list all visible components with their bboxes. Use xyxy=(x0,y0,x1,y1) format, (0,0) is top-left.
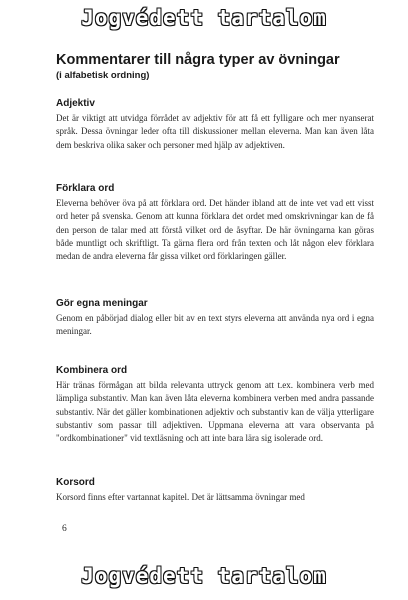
section-forklara-ord xyxy=(56,183,374,263)
section-text: Eleverna behöver öva på att förklara ord. Det händer ibland att de inte vet vad ett visst ord heter på svenska. Genom att kunna förklara det ordet med omskrivningar kan de få den person de talar med att förstå vilket ord de åsyftar. De här övningarna kan göras både muntligt och skriftligt. Ta gärna flera ord från texten och låt någon elev förklara medan de andra eleverna får gissa vilket ord förklaringen gäller. xyxy=(56,198,374,262)
document-page xyxy=(56,52,374,502)
page-number: 6 xyxy=(62,524,67,534)
page-title: Kommentarer till några typer av övningar xyxy=(56,52,340,68)
section-korsord xyxy=(56,477,374,504)
section-heading: Förklara ord xyxy=(56,183,115,194)
watermark-top: Jogvédett tartalom xyxy=(81,6,327,30)
section-text: Här tränas förmågan att bilda relevanta uttryck genom att t.ex. kombinera verb med lämpliga substantiv. Man kan även låta eleverna kombinera verben med andra passande substantiv. När det gäller kombinationen adjektiv och substantiv kan de välja ytterligare substantiv som passar till adjektiven. Uppmana eleverna att vara observanta på "ordkombinationer" vid textläsning och att inte bara lära sig isolerade ord. xyxy=(56,380,374,444)
watermark-bottom: Jogvédett tartalom xyxy=(81,564,327,588)
section-text: Genom en påbörjad dialog eller bit av en text styrs eleverna att använda nya ord i egna meningar. xyxy=(56,313,374,337)
page-subtitle: (i alfabetisk ordning) xyxy=(56,70,150,81)
section-gor-egna-meningar xyxy=(56,298,374,339)
section-heading: Kombinera ord xyxy=(56,365,128,376)
section-text: Korsord finns efter vartannat kapitel. Det är lättsamma övningar med xyxy=(56,492,305,502)
section-kombinera-ord xyxy=(56,365,374,445)
section-heading: Korsord xyxy=(56,477,95,488)
section-adjektiv xyxy=(56,98,374,152)
section-heading: Gör egna meningar xyxy=(56,298,148,309)
section-text: Det är viktigt att utvidga förrådet av adjektiv för att få ett fylligare och mer nyanserat språk. Dessa övningar leder ofta till diskussioner mellan eleverna. Man kan även låta dem beskriva olika saker och personer med hjälp av adjektiven. xyxy=(56,113,374,150)
section-heading: Adjektiv xyxy=(56,98,95,109)
